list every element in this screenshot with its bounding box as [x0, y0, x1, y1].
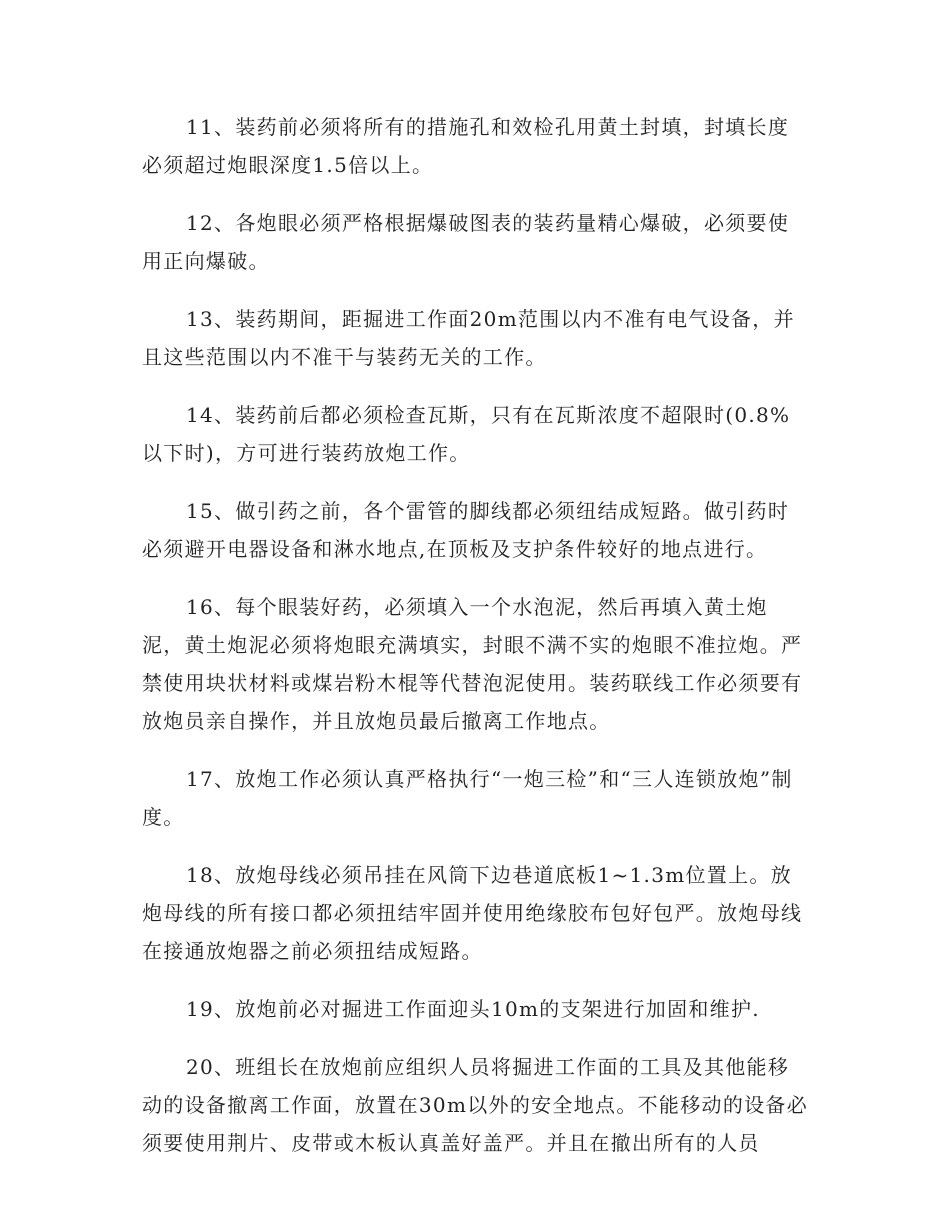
paragraph-19: 19、放炮前必对掘进工作面迎头10m的支架进行加固和维护. [186, 997, 760, 1021]
paragraph-17: 17、放炮工作必须认真严格执行“一炮三检”和“三人连锁放炮”制度。 [142, 767, 793, 829]
document-body [142, 108, 810, 1182]
paragraph-13: 13、装药期间，距掘进工作面20m范围以内不准有电气设备，并且这些范围以内不准干与装药无关的工作。 [142, 307, 795, 369]
paragraph-12: 12、各炮眼必须严格根据爆破图表的装药量精心爆破，必须要使用正向爆破。 [142, 211, 790, 273]
paragraph-15: 15、做引药之前，各个雷管的脚线都必须纽结成短路。做引药时必须避开电器设备和淋水地点,在顶板及支护条件较好的地点进行。 [142, 499, 790, 561]
paragraph-16: 16、每个眼装好药，必须填入一个水泡泥，然后再填入黄土炮泥，黄土炮泥必须将炮眼充满填实，封眼不满不实的炮眼不准拉炮。严禁使用块状材料或煤岩粉木棍等代替泡泥使用。装药联线工作必须要有放炮员亲自操作，并且放炮员最后撤离工作地点。 [142, 595, 803, 733]
paragraph-14: 14、装药前后都必须检查瓦斯，只有在瓦斯浓度不超限时(0.8%以下时)，方可进行装药放炮工作。 [142, 403, 791, 465]
paragraph-11: 11、装药前必须将所有的措施孔和效检孔用黄土封填，封填长度必须超过炮眼深度1.5倍以上。 [142, 115, 790, 177]
paragraph-18: 18、放炮母线必须吊挂在风筒下边巷道底板1~1.3m位置上。放炮母线的所有接口都必须扭结牢固并使用绝缘胶布包好包严。放炮母线在接通放炮器之前必须扭结成短路。 [142, 863, 803, 963]
paragraph-20: 20、班组长在放炮前应组织人员将掘进工作面的工具及其他能移动的设备撤离工作面，放置在30m以外的安全地点。不能移动的设备必须要使用荆片、皮带或木板认真盖好盖严。并且在撤出所有的人员 [142, 1055, 809, 1155]
